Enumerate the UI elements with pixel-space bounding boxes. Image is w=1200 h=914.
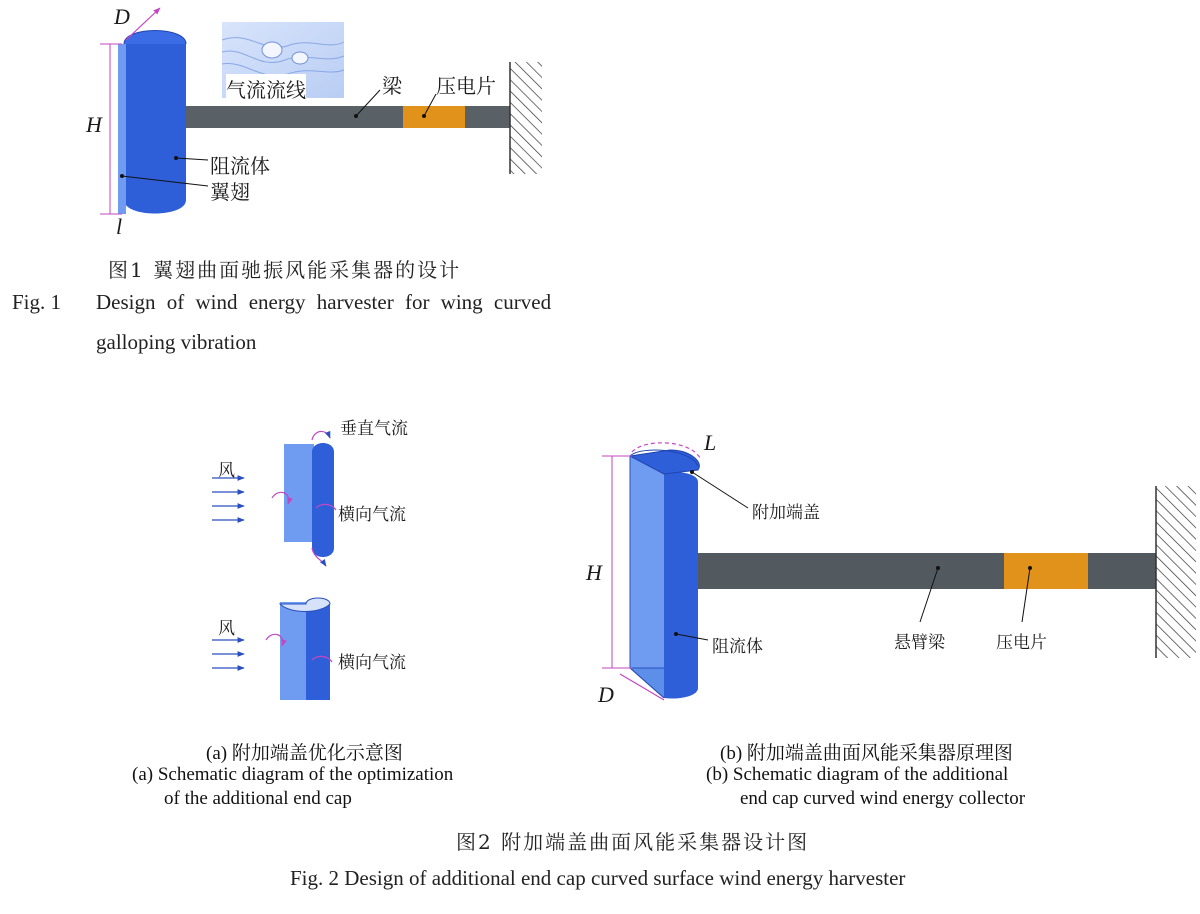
fig2-caption-en: Fig. 2 Design of additional end cap curved surface wind energy harvester: [290, 866, 906, 890]
fig1-caption-cn: 图1 翼翅曲面驰振风能采集器的设计: [108, 258, 462, 282]
fig1-diagram: [100, 8, 542, 214]
fig2b-caption-cn: (b) 附加端盖曲面风能采集器原理图: [720, 743, 1013, 764]
fig2b-label-bluff: 阻流体: [712, 637, 763, 657]
fig2a-vertical-flow-arrow-top: [312, 431, 330, 440]
fig2b-caption-en-line2: end cap curved wind energy collector: [740, 788, 1026, 809]
fig1-caption-en-line2: galloping vibration: [96, 330, 257, 354]
fig1-label-piezo: 压电片: [436, 74, 496, 98]
fig2a-caption-en-line1: (a) Schematic diagram of the optimization: [132, 764, 454, 785]
fig1-caption-en-number: Fig. 1: [12, 290, 62, 314]
fig1-label-wing: 翼翅: [210, 180, 250, 204]
fig1-fixed-wall: [510, 62, 542, 174]
fig2b-dim-H: [602, 456, 632, 668]
fig2a-label-lateral-flow-top: 横向气流: [338, 505, 406, 525]
fig2a-label-lateral-flow-bottom: 横向气流: [338, 653, 406, 673]
fig2a-caption-cn: (a) 附加端盖优化示意图: [206, 743, 403, 764]
fig1-caption-en-line1: Design of wind energy harvester for wing curved: [96, 290, 552, 314]
fig2a-bottom-wind-arrows: [212, 640, 244, 668]
fig2b-label-piezo: 压电片: [996, 633, 1047, 653]
fig2a-top-wind-arrows: [212, 478, 244, 520]
fig2b-fixed-wall: [1156, 486, 1196, 658]
fig1-bluff-body: [118, 31, 186, 215]
fig1-piezo-patch: [403, 106, 465, 128]
fig2b-piezo-patch: [1004, 553, 1088, 589]
fig2b-label-L: L: [704, 430, 717, 455]
fig2b-label-end-cap: 附加端盖: [752, 503, 820, 523]
fig2a-label-wind-top: 风: [218, 461, 235, 481]
fig1-label-D: D: [114, 4, 130, 29]
fig2a-label-vertical-flow: 垂直气流: [340, 419, 408, 439]
fig2b-caption-en-line1: (b) Schematic diagram of the additional: [706, 764, 1009, 785]
fig2b-leader-end-cap: [692, 472, 748, 508]
fig1-label-airflow: 气流流线: [226, 74, 306, 103]
fig1-label-beam: 梁: [382, 74, 402, 98]
fig2b-label-cantilever: 悬臂梁: [894, 633, 945, 653]
fig2a-label-wind-bottom: 风: [218, 619, 235, 639]
fig2b-label-D: D: [598, 682, 614, 707]
fig2a-caption-en-line2: of the additional end cap: [164, 788, 352, 809]
fig1-label-H: H: [86, 112, 102, 137]
fig2b-diagram: [602, 443, 1196, 700]
fig2a-bottom-body: [280, 598, 330, 700]
fig2-caption-cn: 图2 附加端盖曲面风能采集器设计图: [456, 830, 810, 854]
fig2b-bluff-body: [630, 450, 699, 699]
fig2a-top-body: [284, 443, 334, 557]
fig2b-label-H: H: [586, 560, 602, 585]
fig1-label-l: l: [116, 214, 123, 239]
fig1-label-bluff: 阻流体: [210, 154, 270, 178]
